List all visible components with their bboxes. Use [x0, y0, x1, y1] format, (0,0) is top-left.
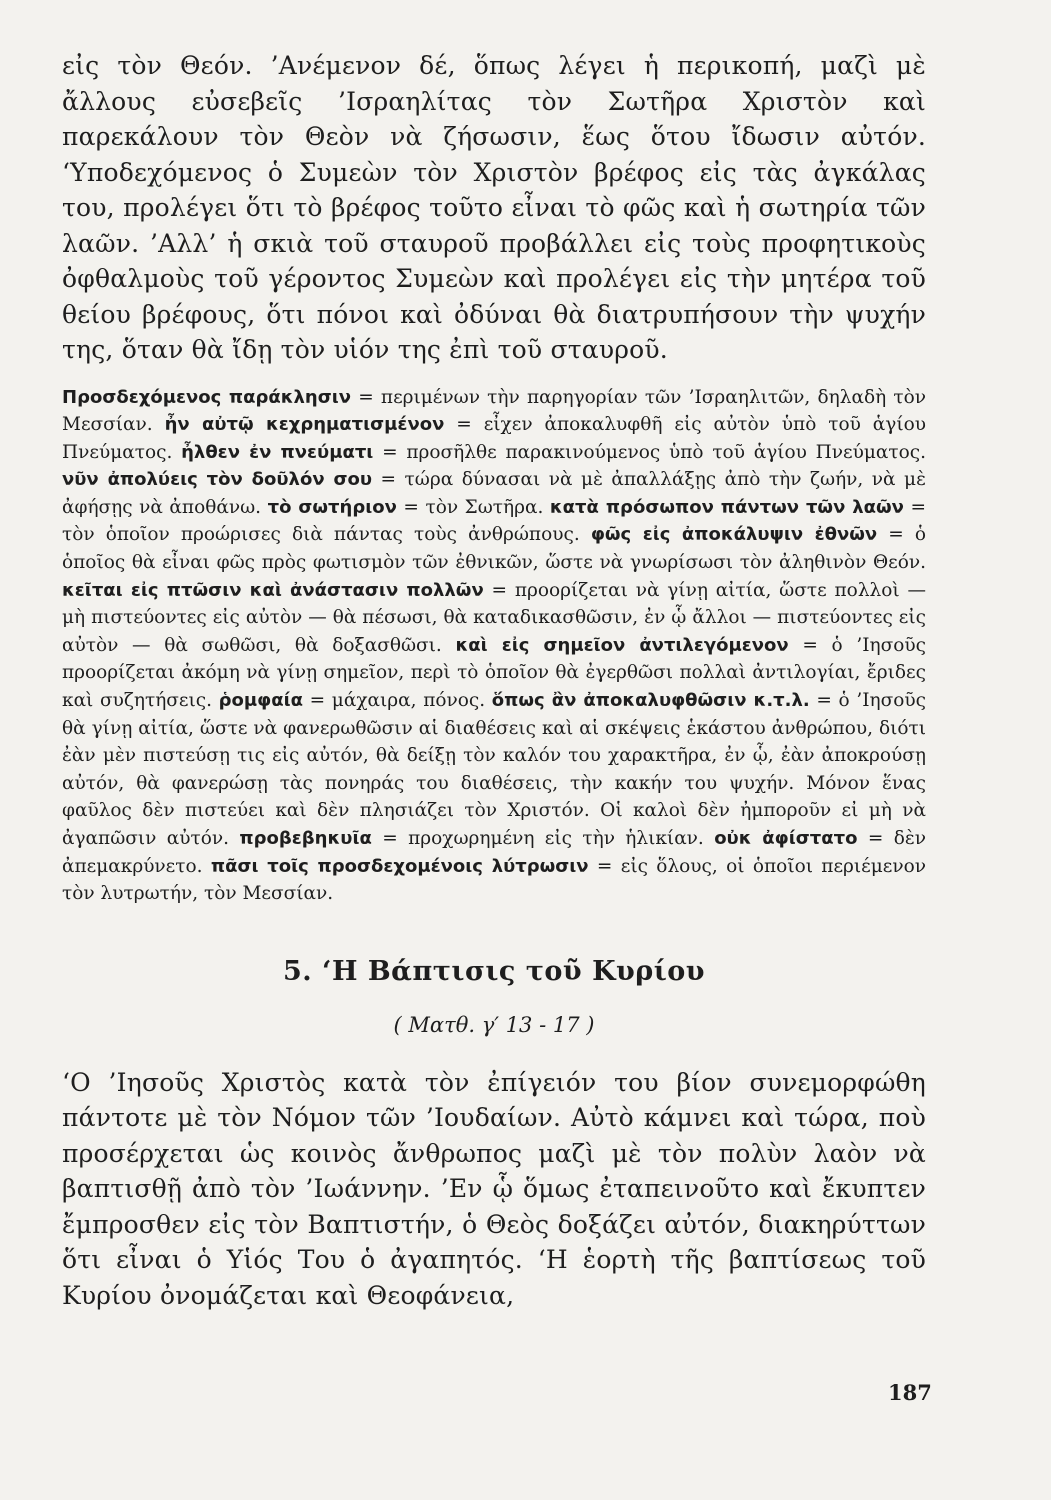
note-term: οὐκ ἀφίστατο	[714, 828, 858, 849]
glossary-notes	[62, 384, 926, 908]
note-term: νῦν ἀπολύεις τὸν δοῦλόν σου	[62, 469, 373, 491]
note-term: προβεβηκυῖα	[239, 828, 372, 849]
note-gloss: = τώρα δύνασαι νὰ μὲ ἀπαλλάξῃς ἀπὸ τὴν ζωήν, νὰ μὲ ἀφήσῃς νὰ ἀποθάνω.	[62, 469, 926, 518]
note-gloss: = δὲν ἀπεμακρύνετο.	[62, 828, 927, 877]
page-content	[62, 48, 926, 1313]
note-gloss: = εἰς ὅλους, οἱ ὁποῖοι περιέμενον τὸν λυτρωτήν, τὸν Μεσσίαν.	[62, 855, 927, 905]
note-term: ῥομφαία	[218, 690, 303, 712]
note-term: καὶ εἰς σημεῖον ἀντιλεγόμενον	[455, 634, 789, 656]
note-term: Προσδεχόμενος παράκλησιν	[62, 386, 351, 408]
note-term: κεῖται εἰς πτῶσιν καὶ ἀνάστασιν πολλῶν	[62, 579, 484, 601]
paragraph-baptism: ‘Ο ’Ιησοῦς Χριστὸς κατὰ τὸν ἐπίγειόν του βίον συνεμορφώθη πάντοτε μὲ τὸν Νόμον τῶν ’Ιουδαίων. Αὐτὸ κάμνει καὶ τώρα, ποὺ προσέρχεται ὡς κοινὸς ἄνθρωπος μαζὶ μὲ τὸν πολὺν λαὸν νὰ βαπτισθῇ ἀπὸ τὸν ’Ιωάννην. ’Εν ᾧ ὅμως ἐταπεινοῦτο καὶ ἔκυπτεν ἔμπροσθεν εἰς τὸν Βαπτιστήν, ὁ Θεὸς δοξάζει αὐτόν, διακηρύττων ὅτι εἶναι ὁ Υἱός Του ὁ ἀγαπητός. ‘Η ἑορτὴ τῆς βαπτίσεως τοῦ Κυρίου ὀνομάζεται καὶ Θεοφάνεια,	[62, 1067, 926, 1310]
section-heading: 5. ‘Η Βάπτισις τοῦ Κυρίου	[282, 955, 706, 987]
note-gloss: = ὁ ’Ιησοῦς θὰ γίνῃ αἰτία, ὥστε νὰ φανερωθῶσιν αἱ διαθέσεις καὶ αἱ σκέψεις ἑκάστου ἀνθρώπου, διότι ἐὰν μὲν πιστεύσῃ τις εἰς αὐτόν, θὰ δείξῃ τὸν καλόν του χαρακτῆρα, ἐν ᾧ, ἐὰν ἀποκρούσῃ αὐτόν, θὰ φανερώσῃ τὰς πονηράς του διαθέσεις, τὴν κακήν του ψυχήν. Μόνον ἕνας φαῦλος δὲν πιστεύει καὶ δὲν πλησιάζει τὸν Χριστόν. Οἱ καλοὶ δὲν ἠμποροῦν εἰ μὴ νὰ ἀγαπῶσιν αὐτόν.	[62, 690, 926, 849]
note-gloss: = προχωρημένη εἰς τὴν ἡλικίαν.	[371, 828, 715, 849]
note-gloss: = εἶχεν ἀποκαλυφθῆ εἰς αὐτὸν ὑπὸ τοῦ ἁγίου Πνεύματος.	[62, 414, 926, 463]
page-number: 187	[888, 1380, 932, 1405]
note-term: ἦν αὐτῷ κεχρηματισμένον	[164, 414, 445, 436]
note-gloss: = ὁ ’Ιησοῦς προορίζεται ἀκόμη νὰ γίνῃ σημεῖον, περὶ τὸ ὁποῖον θὰ ἐγερθῶσι πολλαὶ ἀντιλογίαι, ἔριδες καὶ συζητήσεις.	[62, 634, 926, 712]
main-text-block	[62, 48, 926, 368]
note-gloss: = μάχαιρα, πόνος.	[302, 690, 492, 712]
note-term: ἦλθεν ἐν πνεύματι	[181, 441, 374, 463]
scripture-reference: ( Ματθ. γ′ 13 - 17 )	[393, 1012, 595, 1037]
note-gloss: = ὁ ὁποῖος θὰ εἶναι φῶς πρὸς φωτισμὸν τῶν ἐθνικῶν, ὥστε νὰ γνωρίσωσι τὸν ἀληθινὸν Θεόν.	[62, 524, 927, 574]
note-gloss: = τὸν Σωτῆρα.	[396, 496, 550, 518]
note-gloss: = περιμένων τὴν παρηγορίαν τῶν ’Ισραηλιτῶν, δηλαδὴ τὸν Μεσσίαν.	[62, 386, 926, 436]
note-term: κατὰ πρόσωπον πάντων τῶν λαῶν	[549, 496, 904, 518]
paragraph-simeon: εἰς τὸν Θεόν. ’Ανέμενον δέ, ὅπως λέγει ἡ περικοπή, μαζὶ μὲ ἄλλους εὐσεβεῖς ’Ισραηλίτας τὸν Σωτῆρα Χριστὸν καὶ παρεκάλουν τὸν Θεὸν νὰ ζήσωσιν, ἕως ὅτου ἴδωσιν αὐτόν. ‘Υποδεχόμενος ὁ Συμεὼν τὸν Χριστὸν βρέφος εἰς τὰς ἀγκάλας του, προλέγει ὅτι τὸ βρέφος τοῦτο εἶναι τὸ φῶς καὶ ἡ σωτηρία τῶν λαῶν. ’Αλλ’ ἡ σκιὰ τοῦ σταυροῦ προβάλλει εἰς τοὺς προφητικοὺς ὀφθαλμοὺς τοῦ γέροντος Συμεὼν καὶ προλέγει εἰς τὴν μητέρα τοῦ θείου βρέφους, ὅτι πόνοι καὶ ὀδύναι θὰ διατρυπήσουν τὴν ψυχήν της, ὅταν θὰ ἴδῃ τὸν υἱόν της ἐπὶ τοῦ σταυροῦ.	[62, 51, 926, 364]
note-gloss: = τὸν ὁποῖον προώρισες διὰ πάντας τοὺς ἀνθρώπους.	[62, 496, 926, 546]
note-gloss: = προορίζεται νὰ γίνῃ αἰτία, ὥστε πολλοὶ — μὴ πιστεύοντες εἰς αὐτὸν — θὰ πέσωσι, θὰ καταδικασθῶσιν, ἐν ᾧ ἄλλοι — πιστεύοντες εἰς αὐτὸν — θὰ σωθῶσι, θὰ δοξασθῶσι.	[62, 579, 926, 656]
baptism-text-block	[62, 1065, 926, 1314]
note-term: τὸ σωτήριον	[267, 496, 397, 518]
note-term: ὅπως ἂν ἀποκαλυφθῶσιν κ.τ.λ.	[491, 690, 810, 712]
note-term: φῶς εἰς ἀποκάλυψιν ἐθνῶν	[590, 524, 878, 546]
note-gloss: = προσῆλθε παρακινούμενος ὑπὸ τοῦ ἁγίου Πνεύματος.	[373, 441, 926, 463]
note-term: πᾶσι τοῖς προσδεχομένοις λύτρωσιν	[210, 855, 589, 877]
